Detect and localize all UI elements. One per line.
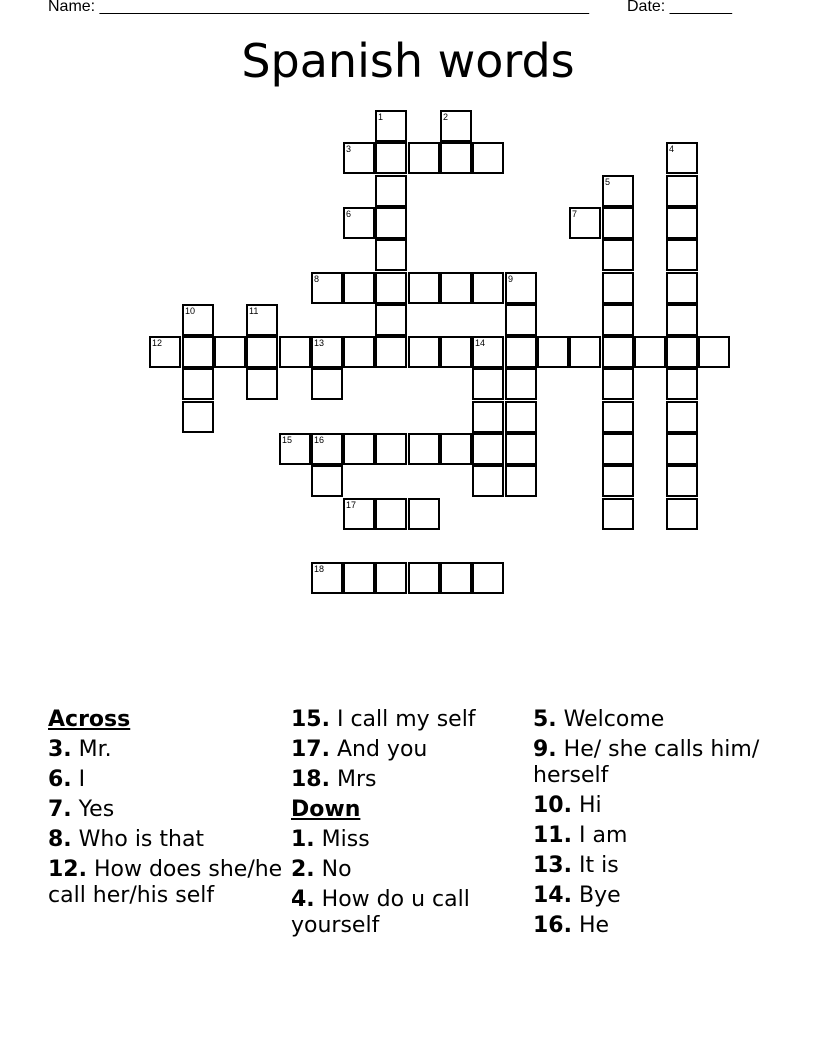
crossword-cell[interactable]: [602, 336, 634, 368]
clue-item: [533, 793, 778, 819]
crossword-cell[interactable]: [182, 304, 214, 336]
cell-number: 3: [346, 144, 352, 154]
crossword-cell[interactable]: [279, 336, 311, 368]
cell-number: 8: [314, 274, 320, 284]
crossword-cell[interactable]: [343, 272, 375, 304]
date-field-label: Date: _______: [627, 0, 732, 15]
crossword-cell[interactable]: [246, 336, 278, 368]
crossword-cell[interactable]: [602, 433, 634, 465]
clue-column-3: [533, 703, 778, 939]
crossword-cell[interactable]: [666, 401, 698, 433]
clue-text: I call my self: [329, 707, 476, 732]
crossword-cell[interactable]: [505, 401, 537, 433]
cell-number: 7: [572, 209, 578, 219]
cell-number: 16: [314, 435, 325, 445]
crossword-cell[interactable]: [505, 336, 537, 368]
crossword-cell[interactable]: [375, 207, 407, 239]
cell-number: 5: [605, 177, 611, 187]
clue-text: Yes: [71, 797, 115, 822]
clue-item: [291, 827, 536, 853]
crossword-cell[interactable]: [472, 336, 504, 368]
crossword-cell[interactable]: [569, 336, 601, 368]
clue-number: 2.: [291, 857, 315, 882]
crossword-cell[interactable]: [472, 272, 504, 304]
crossword-cell[interactable]: [408, 498, 440, 530]
clue-text: I am: [571, 823, 628, 848]
clue-number: 13.: [533, 853, 572, 878]
clue-text: And you: [329, 737, 428, 762]
crossword-cell[interactable]: [375, 562, 407, 594]
clue-number: 1.: [291, 827, 315, 852]
crossword-cell[interactable]: [505, 433, 537, 465]
clue-text: Welcome: [556, 707, 665, 732]
clue-number: 10.: [533, 793, 572, 818]
crossword-cell[interactable]: [472, 401, 504, 433]
crossword-cell[interactable]: [666, 368, 698, 400]
clue-column-1: [48, 703, 293, 909]
crossword-cell[interactable]: [440, 433, 472, 465]
clue-heading: Down: [291, 797, 361, 822]
crossword-cell[interactable]: [246, 304, 278, 336]
cell-number: 15: [282, 435, 293, 445]
crossword-cell[interactable]: [375, 433, 407, 465]
clue-text: How do u call yourself: [291, 887, 470, 938]
crossword-cell[interactable]: [666, 336, 698, 368]
clue-number: 18.: [291, 767, 330, 792]
crossword-cell[interactable]: [505, 368, 537, 400]
clue-column-2: [291, 703, 536, 939]
cell-number: 4: [669, 144, 675, 154]
crossword-cell[interactable]: [666, 142, 698, 174]
crossword-cell[interactable]: [472, 142, 504, 174]
clue-text: He/ she calls him/ herself: [533, 737, 760, 788]
clue-item: [533, 823, 778, 849]
clue-item: [533, 883, 778, 909]
crossword-cell[interactable]: [602, 272, 634, 304]
clue-number: 14.: [533, 883, 572, 908]
clue-number: 12.: [48, 857, 87, 882]
clue-number: 7.: [48, 797, 72, 822]
clue-number: 9.: [533, 737, 557, 762]
crossword-cell[interactable]: [375, 336, 407, 368]
crossword-cell[interactable]: [505, 272, 537, 304]
clue-number: 11.: [533, 823, 572, 848]
crossword-cell[interactable]: [408, 336, 440, 368]
clue-text: He: [571, 913, 610, 938]
crossword-cell[interactable]: [602, 175, 634, 207]
cell-number: 1: [378, 112, 384, 122]
crossword-cell[interactable]: [343, 562, 375, 594]
crossword-cell[interactable]: [440, 110, 472, 142]
crossword-cell[interactable]: [440, 142, 472, 174]
clue-item: [533, 853, 778, 879]
crossword-cell[interactable]: [472, 465, 504, 497]
clue-item: [48, 797, 293, 823]
cell-number: 2: [443, 112, 449, 122]
clue-item: [291, 767, 536, 793]
crossword-cell[interactable]: [343, 207, 375, 239]
crossword-cell[interactable]: [666, 433, 698, 465]
page-title: Spanish words: [241, 34, 575, 88]
clue-number: 5.: [533, 707, 557, 732]
crossword-cell[interactable]: [343, 433, 375, 465]
clue-number: 4.: [291, 887, 315, 912]
crossword-cell[interactable]: [666, 272, 698, 304]
clue-item: [533, 913, 778, 939]
clue-text: Mrs: [329, 767, 377, 792]
clue-text: How does she/he call her/his self: [48, 857, 283, 908]
cell-number: 17: [346, 500, 357, 510]
crossword-cell[interactable]: [375, 142, 407, 174]
crossword-cell[interactable]: [505, 465, 537, 497]
cell-number: 6: [346, 209, 352, 219]
crossword-cell[interactable]: [311, 465, 343, 497]
clue-number: 6.: [48, 767, 72, 792]
crossword-cell[interactable]: [472, 562, 504, 594]
crossword-cell[interactable]: [666, 239, 698, 271]
crossword-cell[interactable]: [375, 498, 407, 530]
cell-number: 12: [152, 338, 163, 348]
crossword-cell[interactable]: [666, 304, 698, 336]
clue-item: [291, 707, 536, 733]
clue-item: [291, 887, 536, 939]
crossword-cell[interactable]: [375, 110, 407, 142]
crossword-cell[interactable]: [602, 465, 634, 497]
crossword-cell[interactable]: [408, 433, 440, 465]
crossword-cell[interactable]: [311, 562, 343, 594]
crossword-cell[interactable]: [472, 433, 504, 465]
name-field-label: Name: _______________________________________________________: [48, 0, 589, 15]
clue-item: [291, 857, 536, 883]
clue-number: 16.: [533, 913, 572, 938]
crossword-cell[interactable]: [666, 465, 698, 497]
crossword-cell[interactable]: [182, 401, 214, 433]
clue-text: It is: [571, 853, 619, 878]
crossword-cell[interactable]: [311, 433, 343, 465]
crossword-cell[interactable]: [602, 207, 634, 239]
cell-number: 14: [475, 338, 486, 348]
clue-item: [533, 707, 778, 733]
crossword-cell[interactable]: [375, 175, 407, 207]
clue-text: Who is that: [71, 827, 205, 852]
crossword-cell[interactable]: [440, 336, 472, 368]
clue-item: [291, 737, 536, 763]
crossword-cell[interactable]: [698, 336, 730, 368]
crossword-cell[interactable]: [537, 336, 569, 368]
clue-text: No: [314, 857, 352, 882]
crossword-cell[interactable]: [375, 239, 407, 271]
crossword-cell[interactable]: [408, 142, 440, 174]
crossword-cell[interactable]: [408, 272, 440, 304]
clue-text: Miss: [314, 827, 370, 852]
crossword-cell[interactable]: [505, 304, 537, 336]
crossword-cell[interactable]: [602, 368, 634, 400]
crossword-cell[interactable]: [408, 562, 440, 594]
crossword-cell[interactable]: [666, 207, 698, 239]
crossword-cell[interactable]: [602, 401, 634, 433]
crossword-cell[interactable]: [634, 336, 666, 368]
clue-number: 3.: [48, 737, 72, 762]
crossword-cell[interactable]: [311, 336, 343, 368]
crossword-cell[interactable]: [214, 336, 246, 368]
cell-number: 18: [314, 564, 325, 574]
crossword-cell[interactable]: [666, 498, 698, 530]
crossword-cell[interactable]: [182, 336, 214, 368]
crossword-cell[interactable]: [182, 368, 214, 400]
crossword-cell[interactable]: [602, 239, 634, 271]
crossword-cell[interactable]: [472, 368, 504, 400]
clue-number: 8.: [48, 827, 72, 852]
crossword-cell[interactable]: [375, 272, 407, 304]
crossword-cell[interactable]: [279, 433, 311, 465]
crossword-cell[interactable]: [343, 498, 375, 530]
cell-number: 13: [314, 338, 325, 348]
cell-number: 9: [508, 274, 514, 284]
crossword-cell[interactable]: [311, 272, 343, 304]
clue-number: 17.: [291, 737, 330, 762]
crossword-cell[interactable]: [149, 336, 181, 368]
cell-number: 11: [249, 306, 259, 316]
crossword-cell[interactable]: [311, 368, 343, 400]
crossword-cell[interactable]: [343, 142, 375, 174]
crossword-cell[interactable]: [569, 207, 601, 239]
crossword-cell[interactable]: [440, 562, 472, 594]
crossword-cell[interactable]: [602, 498, 634, 530]
crossword-cell[interactable]: [343, 336, 375, 368]
crossword-cell[interactable]: [440, 272, 472, 304]
clue-text: Hi: [571, 793, 602, 818]
clue-item: [48, 767, 293, 793]
cell-number: 10: [185, 306, 196, 316]
clue-item: [48, 827, 293, 853]
crossword-cell[interactable]: [666, 175, 698, 207]
crossword-cell[interactable]: [246, 368, 278, 400]
clue-item: [533, 737, 778, 789]
clue-number: 15.: [291, 707, 330, 732]
clue-text: Bye: [571, 883, 621, 908]
clue-heading: Across: [48, 707, 131, 732]
crossword-cell[interactable]: [375, 304, 407, 336]
clue-item: [48, 857, 293, 909]
clue-text: I: [71, 767, 86, 792]
crossword-cell[interactable]: [602, 304, 634, 336]
clue-item: [48, 737, 293, 763]
clue-text: Mr.: [71, 737, 112, 762]
